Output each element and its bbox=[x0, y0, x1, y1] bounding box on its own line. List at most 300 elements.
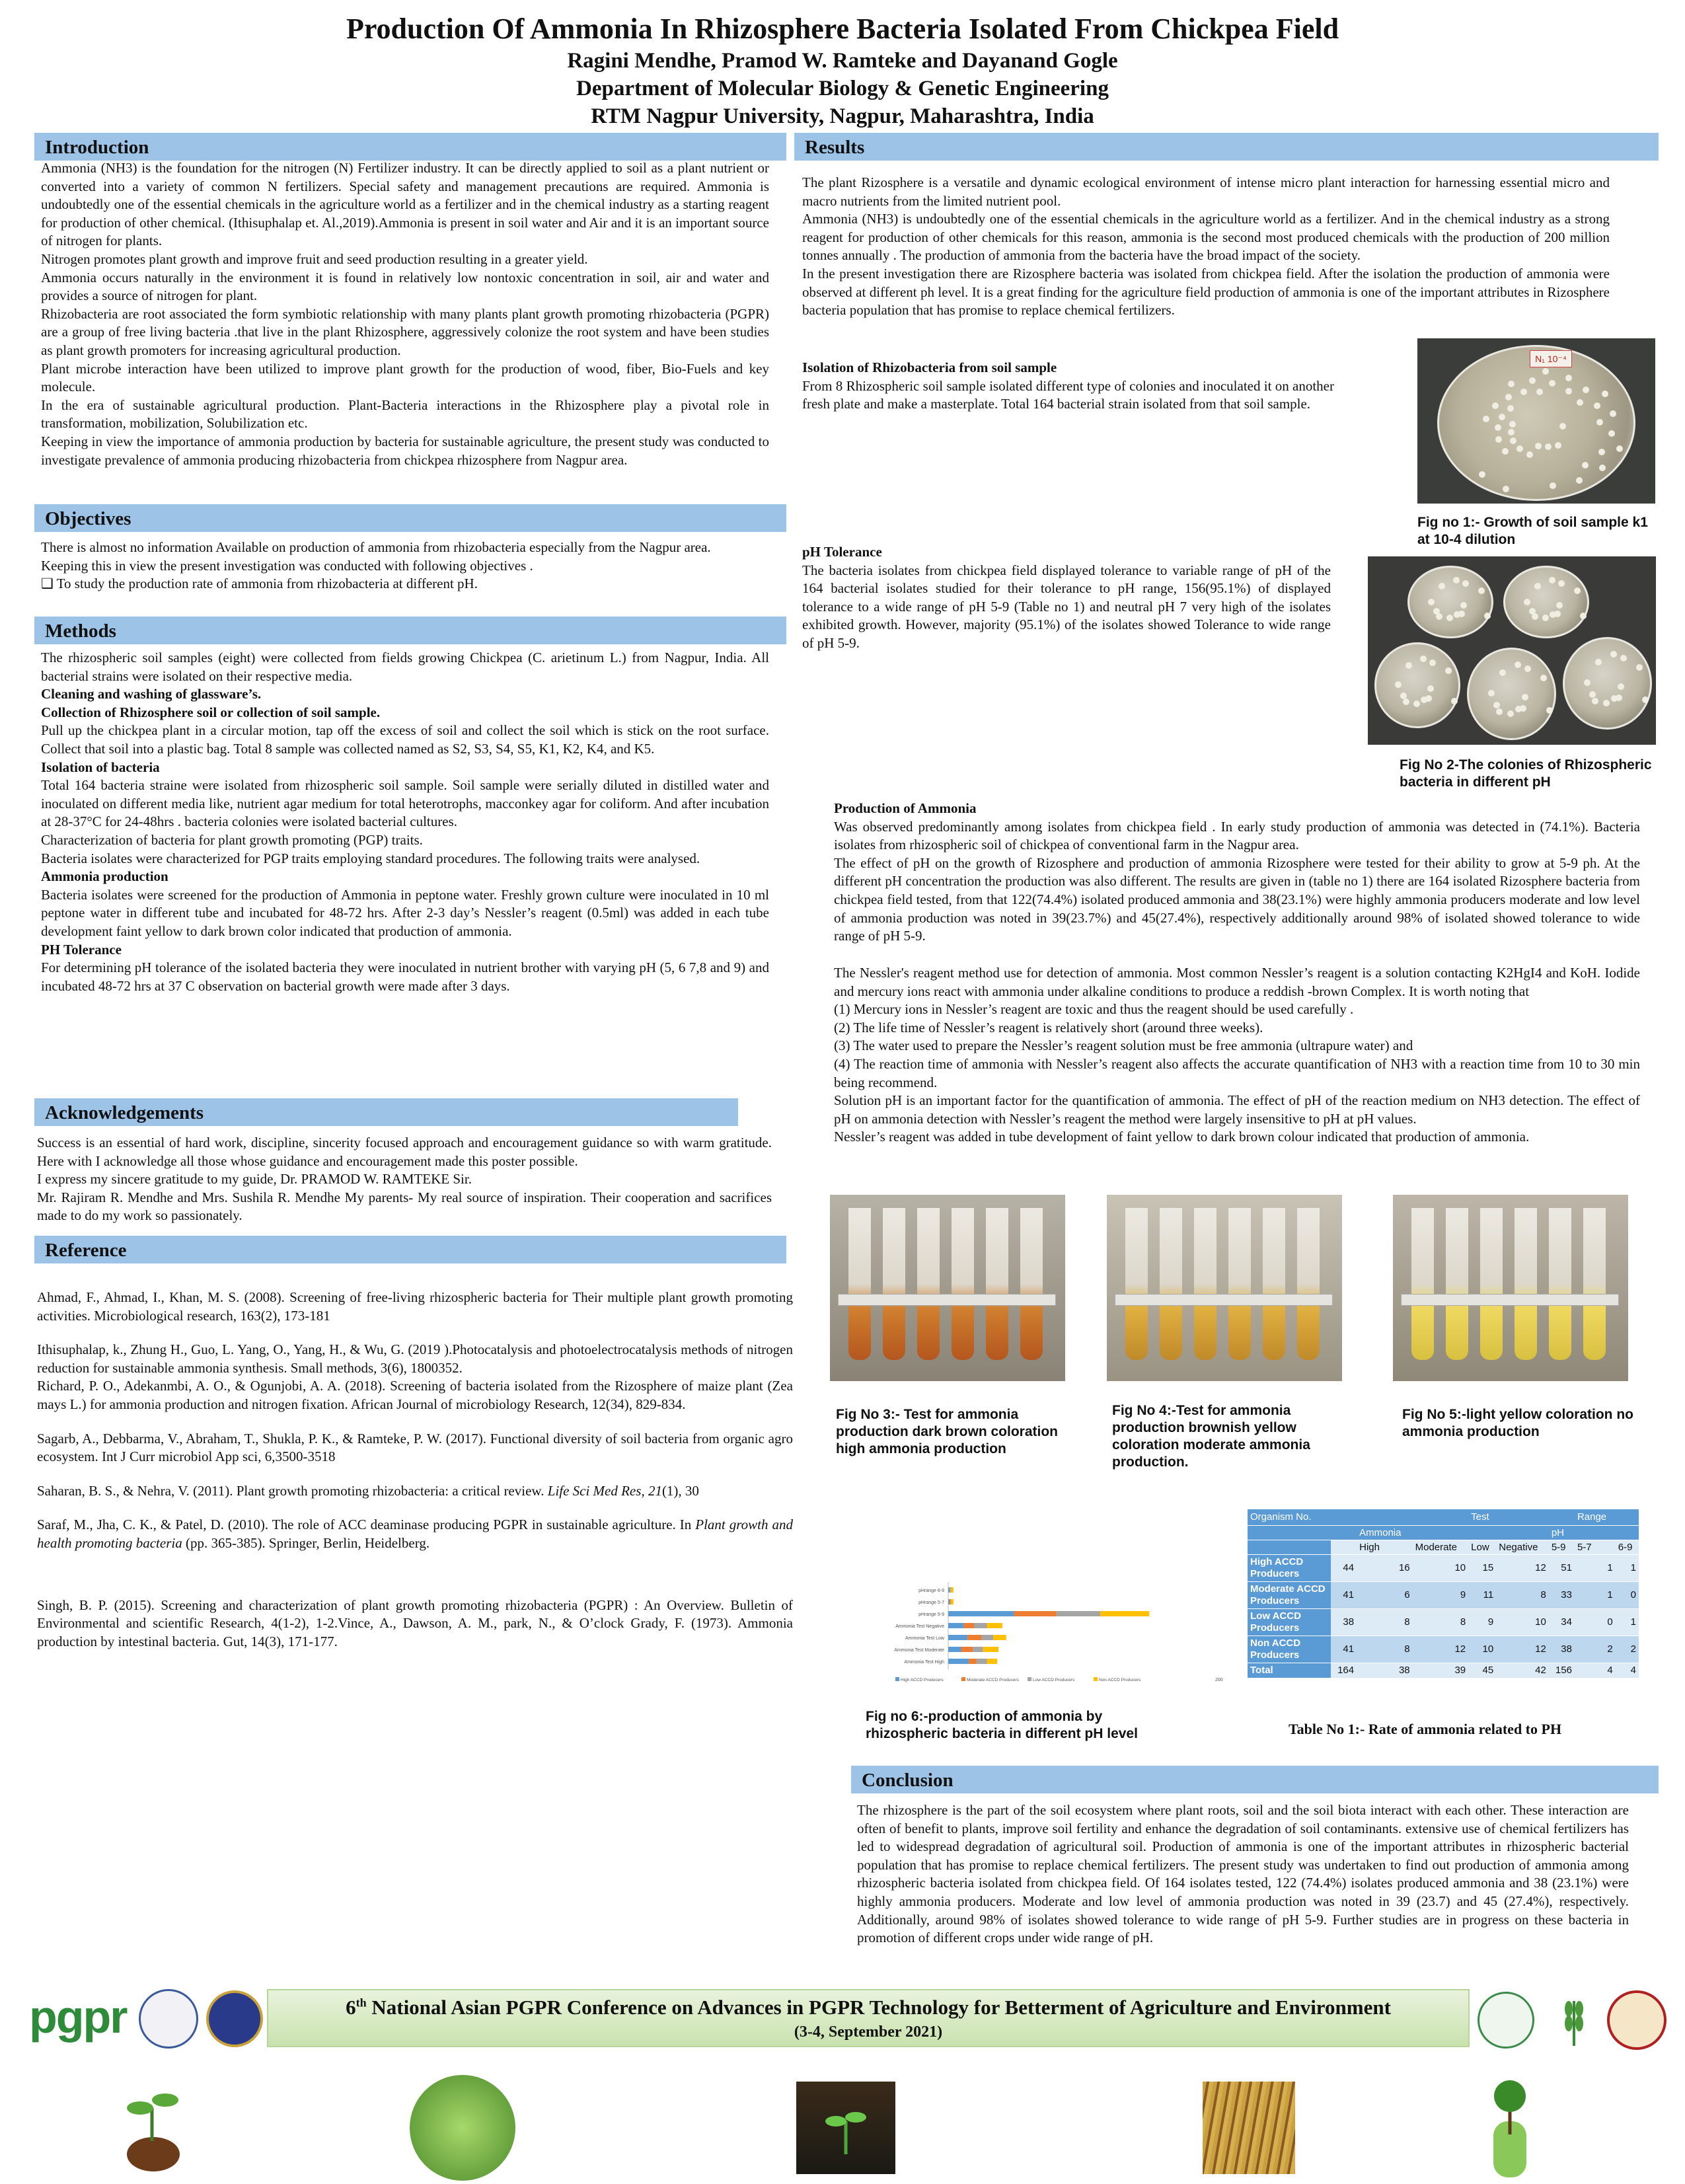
ph-tolerance-text bbox=[802, 543, 1331, 653]
production-paragraph: Was observed predominantly among isolates from chickpea field . In early study production of ammonia was detected in (74.1%). Bacteria isolates from rhizospheric soil of chickpea of conventional farm in the Nagpur area. bbox=[834, 818, 1640, 853]
bacterial-colony bbox=[1421, 697, 1427, 703]
bacterial-colony bbox=[1618, 683, 1624, 690]
table-cell: 8 bbox=[1357, 1636, 1413, 1663]
intro-paragraph: Ammonia occurs naturally in the environment it is found in relatively low nontoxic concentration in soil, air and water and provides a source of nitrogen for plant. bbox=[41, 269, 769, 304]
bacterial-colony bbox=[1610, 651, 1617, 658]
table-cell: 8 bbox=[1357, 1608, 1413, 1636]
tube-rack bbox=[1401, 1294, 1619, 1306]
table-header-cell bbox=[1413, 1509, 1469, 1525]
test-tube bbox=[986, 1208, 1008, 1360]
chart-category-label: pHrange 6-9 bbox=[918, 1589, 944, 1593]
bacterial-colony bbox=[1446, 615, 1453, 621]
methods-paragraph: The rhizospheric soil samples (eight) were collected from fields growing Chickpea (C. arietinum L.) from Nagpur, India. All bacterial strains were isolated on their respective media. bbox=[41, 650, 769, 684]
poster-department: Department of Molecular Biology & Genetic Engineering bbox=[576, 77, 1109, 100]
chart-bar-segment bbox=[982, 1635, 994, 1640]
results-heading: Results bbox=[794, 133, 1659, 161]
bacterial-colony bbox=[1445, 667, 1452, 674]
ref-text: (pp. 365-385). Springer, Berlin, Heidelberg. bbox=[182, 1534, 430, 1551]
table-cell: 4 bbox=[1616, 1663, 1639, 1678]
isolation-paragraph: From 8 Rhizospheric soil sample isolated different type of colonies and inoculated it on another fresh plate and make a masterplate. Total 164 bacterial strain isolated from that soil sample. bbox=[802, 377, 1334, 412]
chart-bar-segment bbox=[993, 1635, 1006, 1640]
bacterial-colony bbox=[1428, 599, 1435, 605]
bacterial-colony bbox=[1580, 613, 1587, 619]
icar-logo-icon bbox=[1548, 1990, 1600, 2051]
chart-legend-swatch bbox=[895, 1677, 899, 1681]
petri-dish bbox=[1407, 566, 1493, 638]
chart-bar-segment bbox=[948, 1659, 969, 1664]
bacterial-colony bbox=[1488, 690, 1495, 697]
chart-bar-segment bbox=[973, 1647, 983, 1652]
fig1-caption: Fig no 1:- Growth of soil sample k1 at 10-4 dilution bbox=[1417, 515, 1648, 547]
bacterial-colony bbox=[1495, 436, 1502, 443]
table-header-cell bbox=[1248, 1525, 1331, 1540]
bacterial-colony bbox=[1524, 599, 1530, 605]
poster-title: Production Of Ammonia In Rhizosphere Bacteria Isolated From Chickpea Field bbox=[346, 13, 1339, 45]
chart-legend-swatch bbox=[961, 1677, 965, 1681]
conclusion-heading: Conclusion bbox=[851, 1766, 1659, 1793]
table-cell: 1 bbox=[1575, 1554, 1616, 1581]
table-header-cell bbox=[1331, 1509, 1357, 1525]
test-tube bbox=[1263, 1208, 1285, 1360]
bacterial-colony bbox=[1603, 700, 1610, 706]
reference-item: Sagarb, A., Debbarma, V., Abraham, T., Shukla, P. K., & Ramteke, P. W. (2017). Functional diversity of soil bacteria from organic agro ecosystem. Int J Curr microbiol App sci, 6,3500-3518 bbox=[37, 1430, 793, 1465]
table-header-cell bbox=[1357, 1509, 1413, 1525]
table-cell: 38 bbox=[1549, 1636, 1575, 1663]
methods-subheading: PH Tolerance bbox=[41, 941, 122, 958]
plate-label: N₁ 10⁻⁴ bbox=[1530, 350, 1572, 367]
results-paragraph: The plant Rizosphere is a versatile and dynamic ecological environment of intense micro plant interaction for harnessing essential micro and macro nutrients from the limited nutrient pool. bbox=[802, 174, 1610, 209]
results-paragraph: Ammonia (NH3) is undoubtedly one of the essential chemicals in the agriculture world as a fertilizer. And in the chemical industry as a strong reagent for production of other chemicals for this reason, ammonia is the second most produced chemicals with the production of 200 million tonnes annually . The production of ammonia from the bacteria have the broad impact of the society. bbox=[802, 211, 1610, 264]
tube-rack-photo-brownish-yellow bbox=[1107, 1195, 1342, 1381]
table-row bbox=[1248, 1636, 1639, 1663]
table-cell: 1 bbox=[1616, 1608, 1639, 1636]
intro-paragraph: Nitrogen promotes plant growth and improve fruit and seed production resulting in a greater yield. bbox=[41, 250, 588, 267]
bacterial-colony bbox=[1559, 423, 1566, 430]
table-subheader: Negative bbox=[1496, 1540, 1549, 1554]
test-tube bbox=[1194, 1208, 1217, 1360]
table-cell: 9 bbox=[1413, 1581, 1469, 1608]
bacterial-colony bbox=[1584, 679, 1591, 686]
chart-bar-segment bbox=[961, 1647, 973, 1652]
table-header-cell bbox=[1616, 1525, 1639, 1540]
chart-bar-segment bbox=[948, 1611, 1014, 1616]
table-header-cell bbox=[1331, 1525, 1357, 1540]
bacterial-colony bbox=[1484, 613, 1491, 619]
test-tube bbox=[1411, 1208, 1434, 1360]
nessler-paragraph: (4) The reaction time of ammonia with Nessler’s reagent also affects the accurate quantification of NH3 with a reaction time from 10 to 30 min being recommend. bbox=[834, 1055, 1640, 1090]
bacterial-colony bbox=[1462, 580, 1469, 587]
chart-bar-segment bbox=[967, 1635, 981, 1640]
petri-dish bbox=[1374, 642, 1460, 728]
bacterial-colony bbox=[1589, 691, 1596, 698]
bacterial-colony bbox=[1522, 694, 1528, 700]
bacterial-colony bbox=[1403, 698, 1409, 705]
bacterial-colony bbox=[1439, 583, 1445, 589]
table-cell: 34 bbox=[1549, 1608, 1575, 1636]
ack-paragraph: Success is an essential of hard work, discipline, sincerity focused approach and encouragement guidance so with warm gratitude. Here with I acknowledge all those whose guidance and encouragement made this poster possible. bbox=[37, 1135, 772, 1169]
introduction-heading: Introduction bbox=[34, 133, 786, 161]
methods-subheading: Cleaning and washing of glassware’s. bbox=[41, 686, 262, 702]
poster-authors: Ragini Mendhe, Pramod W. Ramteke and Dayanand Gogle bbox=[567, 49, 1118, 73]
table-cell: 41 bbox=[1331, 1581, 1357, 1608]
chart-category-label: Ammonia Test Low bbox=[905, 1636, 944, 1641]
chart-bar-segment bbox=[987, 1623, 1002, 1628]
bacterial-colony bbox=[1550, 482, 1556, 489]
bacterial-colony bbox=[1595, 659, 1602, 665]
table-header-ph: pH bbox=[1549, 1525, 1575, 1540]
bacterial-colony bbox=[1616, 445, 1623, 452]
reference-item: Richard, P. O., Adekanmbi, A. O., & Ogunjobi, A. A. (2018). Screening of bacteria isolated from the Rizosphere of maize plant (Zea mays L.) for ammonia production and nitrogen fixation. African Journal of microbiology Research, 12(34), 829-834. bbox=[37, 1378, 793, 1412]
table-header-ammonia: Ammonia bbox=[1357, 1525, 1413, 1540]
fig2-caption: Fig No 2-The colonies of Rhizospheric bacteria in different pH bbox=[1400, 757, 1652, 790]
table-subheader: 6-9 bbox=[1616, 1540, 1639, 1554]
bacterial-colony bbox=[1592, 698, 1598, 704]
methods-paragraph: Characterization of bacteria for plant growth promoting (PGP) traits. bbox=[41, 831, 423, 848]
bacterial-colony bbox=[1515, 661, 1521, 668]
chart-bar-segment bbox=[987, 1659, 998, 1664]
chart-category-label: Ammonia Test Negative bbox=[895, 1624, 944, 1629]
row-label: Non ACCD Producers bbox=[1248, 1636, 1331, 1663]
table-header-cell bbox=[1468, 1525, 1496, 1540]
objective-paragraph: ❑ To study the production rate of ammonia from rhizobacteria at different pH. bbox=[41, 576, 478, 592]
table-cell: 4 bbox=[1575, 1663, 1616, 1678]
tube-rack bbox=[838, 1294, 1056, 1306]
bacterial-colony bbox=[1542, 615, 1549, 621]
chart-legend-label: Moderate ACCD Producers bbox=[967, 1678, 1019, 1682]
bacterial-colony bbox=[1577, 399, 1583, 406]
table-header-cell bbox=[1413, 1525, 1469, 1540]
bacterial-colony bbox=[1576, 477, 1583, 484]
production-paragraph: The effect of pH on the growth of Rizosphere and production of ammonia Rizosphere were tested for their ability to grow at 5-9 ph. At the different pH concentration the production was also different. The results are given in (table no 1) there are 164 isolated Rizosphere bacteria from chickpea field tested, from that 122(74.4%) isolated produced ammonia and 38(23.1%) were highly ammonia producers moderate and low level of ammonia production was noted in 39(23.7%) and 45(27.4%), respectively additionally around 98% of isolated showed tolerance to wide range of pH 5-9. bbox=[834, 854, 1640, 944]
chart-bar-segment bbox=[948, 1635, 967, 1640]
crop-field-image bbox=[1203, 2082, 1295, 2174]
ref-journal: Life Sci Med Res bbox=[547, 1482, 642, 1499]
chart-bar-segment bbox=[950, 1587, 951, 1593]
table-cell: 1 bbox=[1616, 1554, 1639, 1581]
table-header-test: Test bbox=[1468, 1509, 1496, 1525]
methods-paragraph: Bacteria isolates were screened for the production of Ammonia in peptone water. Freshly grown culture were inoculated in 10 ml peptone water in different tube and incubated for 48-72 hrs. After 2-3 day’s Nessler’s reagent (0.5ml) was added in each tube development faint yellow to dark brown color indicated that production of ammonia. bbox=[41, 886, 769, 939]
bacterial-colony bbox=[1610, 410, 1616, 417]
test-tube bbox=[1125, 1208, 1148, 1360]
objectives-text bbox=[41, 539, 769, 593]
nessler-text bbox=[834, 964, 1640, 1147]
chart-legend-label: Low ACCD Producers bbox=[1033, 1678, 1075, 1682]
table-cell: 10 bbox=[1413, 1554, 1469, 1581]
test-tube bbox=[883, 1208, 905, 1360]
bacterial-colony bbox=[1508, 429, 1515, 435]
test-tube bbox=[1515, 1208, 1537, 1360]
row-label: High ACCD Producers bbox=[1248, 1554, 1331, 1581]
bacterial-colony bbox=[1565, 375, 1572, 381]
ack-paragraph: I express my sincere gratitude to my guide, Dr. PRAMOD W. RAMTEKE Sir. bbox=[37, 1171, 472, 1187]
institute-seal-icon bbox=[206, 1990, 263, 2047]
table-subheader: High bbox=[1357, 1540, 1413, 1554]
ref-text: Saharan, B. S., & Nehra, V. (2011). Plant growth promoting rhizobacteria: a critical review. bbox=[37, 1482, 548, 1499]
bacterial-colony bbox=[1478, 587, 1485, 594]
hands-plant-image bbox=[796, 2082, 895, 2174]
bacterial-colony bbox=[1598, 449, 1605, 455]
chart-bar-segment bbox=[950, 1599, 951, 1604]
table-cell: 164 bbox=[1331, 1663, 1357, 1678]
test-tube bbox=[1297, 1208, 1320, 1360]
table-cell: 15 bbox=[1468, 1554, 1496, 1581]
chart-bar-segment bbox=[969, 1659, 977, 1664]
table-cell: 9 bbox=[1468, 1608, 1496, 1636]
bacterial-colony bbox=[1505, 394, 1512, 400]
bacterial-colony bbox=[1493, 702, 1500, 708]
table-subheader: Low bbox=[1468, 1540, 1496, 1554]
ref-volume: 21 bbox=[648, 1482, 662, 1499]
chart-bar-segment bbox=[948, 1623, 963, 1628]
table-cell: 10 bbox=[1468, 1636, 1496, 1663]
chart-bar-segment bbox=[1014, 1611, 1056, 1616]
bacterial-colony bbox=[1546, 707, 1553, 714]
isolation-heading: Isolation of Rhizobacteria from soil sample bbox=[802, 359, 1057, 375]
bacterial-colony bbox=[1520, 389, 1527, 395]
bacterial-colony bbox=[1395, 681, 1402, 688]
table-row bbox=[1248, 1581, 1639, 1608]
petri-dish bbox=[1467, 648, 1556, 740]
bacterial-colony bbox=[1536, 389, 1543, 395]
chart-category-label: pHrange 5-7 bbox=[918, 1600, 944, 1605]
bacterial-colony bbox=[1483, 416, 1489, 422]
ref-text: (1), 30 bbox=[661, 1482, 699, 1499]
bacterial-colony bbox=[1556, 602, 1563, 609]
acknowledgements-text bbox=[37, 1134, 772, 1225]
table-row bbox=[1248, 1554, 1639, 1581]
bacterial-colony bbox=[1499, 669, 1506, 676]
bacterial-colony bbox=[1429, 659, 1436, 666]
methods-subheading: Collection of Rhizosphere soil or collection of soil sample. bbox=[41, 704, 381, 720]
methods-text bbox=[41, 649, 769, 995]
tree-icon bbox=[1480, 2075, 1540, 2181]
fig6-caption: Fig no 6:-production of ammonia by rhizospheric bacteria in different pH level bbox=[866, 1709, 1138, 1741]
chart-legend-label: Non ACCD Producers bbox=[1099, 1678, 1141, 1682]
intro-paragraph: Rhizobacteria are root associated the form symbiotic relationship with many plants plant growth promoting rhizobacteria (PGPR) are a group of free living bacteria .that live in the plant Rhizosphere, aggressively colonize the root system and have been studies as plant growth promoters for increasing agricultural production. bbox=[41, 305, 769, 358]
bacterial-colony bbox=[1555, 442, 1561, 449]
conference-title bbox=[267, 1996, 1470, 2019]
fig4-caption: Fig No 4:-Test for ammonia production brownish yellow coloration moderate ammonia production. bbox=[1112, 1403, 1310, 1470]
chart-legend-swatch bbox=[1028, 1677, 1031, 1681]
methods-paragraph: Pull up the chickpea plant in a circular motion, tap off the excess of soil and collect the soil which is stick on the root surface. Collect that soil into a plastic bag. Total 8 sample was collected named as S2, S3, S4, S5, K1, K2, K4, and K5. bbox=[41, 722, 769, 757]
tree-capsule-image bbox=[1480, 2075, 1540, 2181]
table-cell: 2 bbox=[1575, 1636, 1616, 1663]
table-cell: 8 bbox=[1413, 1608, 1469, 1636]
objective-paragraph: Keeping this in view the present investigation was conducted with following objectives . bbox=[41, 557, 533, 574]
table-cell: 11 bbox=[1468, 1581, 1496, 1608]
bacterial-colony bbox=[1433, 608, 1440, 615]
society-seal-icon bbox=[1607, 1990, 1666, 2050]
bacterial-colony bbox=[1574, 587, 1581, 594]
test-tube bbox=[848, 1208, 871, 1360]
table-header-cell bbox=[1616, 1509, 1639, 1525]
table-cell: 12 bbox=[1496, 1554, 1549, 1581]
test-tube bbox=[917, 1208, 940, 1360]
bacterial-colony bbox=[1529, 377, 1536, 384]
objective-paragraph: There is almost no information Available on production of ammonia from rhizobacteria especially from the Nagpur area. bbox=[41, 539, 711, 555]
conf-suffix: th bbox=[356, 1996, 367, 2010]
test-tube bbox=[1583, 1208, 1606, 1360]
bacterial-colony bbox=[1479, 471, 1485, 478]
table-cell: 0 bbox=[1575, 1608, 1616, 1636]
chart-bar-segment bbox=[983, 1647, 998, 1652]
table-cell: 41 bbox=[1331, 1636, 1357, 1663]
test-tube bbox=[1446, 1208, 1468, 1360]
reference-item: Ithisuphalap, k., Zhung H., Guo, L. Yang, O., Yang, H., & Wu, G. (2019 ).Photocatalysis and photoelectrocatalysis methods of nitrogen reduction for sustainable ammonia synthesis. Small methods, 3(6), 1800352. bbox=[37, 1341, 793, 1376]
bacterial-colony bbox=[1515, 706, 1522, 712]
chart-bar-segment bbox=[977, 1659, 987, 1664]
tube-rack-photo-light-yellow bbox=[1393, 1195, 1628, 1381]
bacterial-colony bbox=[1454, 611, 1460, 618]
results-text bbox=[802, 174, 1610, 320]
table-header-cell bbox=[1575, 1525, 1616, 1540]
petri-dish bbox=[1503, 566, 1589, 638]
reference-item: Ahmad, F., Ahmad, I., Khan, M. S. (2008). Screening of free-living rhizospheric bacteria for Their multiple plant growth promoting activities. Microbiological research, 163(2), 173-181 bbox=[37, 1289, 793, 1324]
bacterial-colony bbox=[1526, 451, 1533, 458]
bacterial-colony bbox=[1583, 387, 1589, 393]
reference-item bbox=[37, 1482, 793, 1501]
bacterial-colony bbox=[1542, 368, 1549, 375]
chart-category-label: pHrange 5-9 bbox=[918, 1612, 944, 1617]
table-cell: 45 bbox=[1468, 1663, 1496, 1678]
methods-heading: Methods bbox=[34, 617, 786, 644]
intro-paragraph: Ammonia (NH3) is the foundation for the nitrogen (N) Fertilizer industry. It can be directly applied to soil as a plant nutrient or converted into a variety of common N fertilizers. Special safety and management precautions are required. Ammonia is undoubtedly one of the essential chemicals in the agriculture world as a fertilizer and in the chemical industry as a starting reagent for production of other chemical. (Ithisuphalap et. Al.,2019).Ammonia is present in soil water and Air and it is an important source of nitrogen for plants. bbox=[41, 160, 769, 249]
bacterial-colony bbox=[1503, 486, 1509, 492]
row-label: Moderate ACCD Producers bbox=[1248, 1581, 1331, 1608]
bacterial-colony bbox=[1602, 391, 1608, 397]
conf-number: 6 bbox=[346, 1996, 356, 2019]
reference-item: Singh, B. P. (2015). Screening and characterization of plant growth promoting rhizobacteria (PGPR) : An Overview. Bulletin of Environmental and scientific Research, 4(1-2), 1-2.Vince, A., Dawson, A. M., park, N., & O’clock Grady, F. (1973). Ammonia production by intestinal bacteria. Gut, 14(3), 171-177. bbox=[37, 1597, 793, 1649]
chart-bar-segment bbox=[1057, 1611, 1100, 1616]
bacterial-colony bbox=[1509, 421, 1516, 428]
nessler-paragraph: (2) The life time of Nessler’s reagent is relatively short (around three weeks). bbox=[834, 1019, 1263, 1036]
nessler-paragraph: (1) Mercury ions in Nessler’s reagent are toxic and thus the reagent should be used carefully . bbox=[834, 1001, 1354, 1018]
bacterial-colony bbox=[1510, 437, 1516, 444]
bacterial-colony bbox=[1451, 698, 1458, 704]
table-cell: 42 bbox=[1496, 1663, 1549, 1678]
bacterial-colony bbox=[1608, 430, 1615, 437]
seedling-icon bbox=[796, 2082, 895, 2174]
isolation-text bbox=[802, 359, 1334, 414]
table-cell: 10 bbox=[1496, 1608, 1549, 1636]
chart-bar-segment bbox=[948, 1599, 950, 1604]
ref-book: Plant growth and health promoting bacteria bbox=[37, 1517, 794, 1551]
ammonia-ph-table bbox=[1248, 1509, 1639, 1678]
table-cell: 12 bbox=[1413, 1636, 1469, 1663]
tube-rack bbox=[1115, 1294, 1333, 1306]
ph-plates-photo bbox=[1368, 556, 1656, 745]
bacterial-colony bbox=[1492, 402, 1499, 409]
poster-university: RTM Nagpur University, Nagpur, Maharashtra, India bbox=[591, 104, 1094, 128]
university-seal-icon bbox=[139, 1989, 198, 2049]
bacterial-colony bbox=[1549, 577, 1555, 584]
sprout-icon bbox=[106, 2082, 198, 2174]
bacterial-colony bbox=[1507, 710, 1514, 717]
bacterial-colony bbox=[1413, 700, 1420, 707]
table-header-cell bbox=[1248, 1540, 1331, 1554]
chart-category-label: Ammonia Test Moderate bbox=[894, 1648, 944, 1653]
reference-item bbox=[37, 1516, 793, 1552]
fig3-caption: Fig No 3:- Test for ammonia production dark brown coloration high ammonia production bbox=[836, 1407, 1058, 1456]
intro-paragraph: Keeping in view the importance of ammonia production by bacteria for sustainable agriculture, the present study was conducted to investigate prevalence of ammonia producing rhizobacteria from chickpea rhizosphere from Nagpur area. bbox=[41, 433, 769, 468]
bacteria-image bbox=[410, 2075, 515, 2181]
table-cell: 12 bbox=[1496, 1636, 1549, 1663]
production-heading: Production of Ammonia bbox=[834, 800, 977, 816]
acknowledgements-heading: Acknowledgements bbox=[34, 1098, 738, 1126]
bacterial-colony bbox=[1550, 611, 1556, 618]
row-label: Low ACCD Producers bbox=[1248, 1608, 1331, 1636]
petri-dish bbox=[1437, 345, 1635, 501]
table1-caption: Table No 1:- Rate of ammonia related to PH bbox=[1289, 1721, 1562, 1737]
bacterial-colony bbox=[1453, 577, 1460, 584]
nessler-paragraph: (3) The water used to prepare the Nessler’s reagent solution must be free ammonia (ultrapure water) and bbox=[834, 1037, 1413, 1054]
nessler-paragraph: The Nessler's reagent method use for detection of ammonia. Most common Nessler’s reagent is a solution contacting K2HgI4 and KoH. Iodide and mercury ions react with ammonia under alkaline conditions to produce a reddish -brown Complex. It is worth noting that bbox=[834, 965, 1640, 999]
table-cell: 33 bbox=[1549, 1581, 1575, 1608]
chart-bar-segment bbox=[951, 1599, 954, 1604]
table-header-cell bbox=[1496, 1525, 1549, 1540]
table-row bbox=[1248, 1608, 1639, 1636]
chart-legend-swatch bbox=[1094, 1677, 1098, 1681]
petri-dish bbox=[1563, 637, 1652, 730]
methods-paragraph: For determining pH tolerance of the isolated bacteria they were inoculated in nutrient brother with varying pH (5, 6 7,8 and 9) and incubated 48-72 hrs at 37 C observation on bacterial growth were made after 3 days. bbox=[41, 960, 769, 994]
bacterial-colony bbox=[1534, 583, 1541, 589]
objectives-heading: Objectives bbox=[34, 504, 786, 532]
ph-tolerance-paragraph: The bacteria isolates from chickpea field displayed tolerance to variable range of pH of the 164 bacterial isolates studied for their tolerance to pH range, 156(95.1%) of displayed tolerance to a wide range of pH 5-9 (Table no 1) and neutral pH 7 very high of the isolates exhibited growth. However, majority (95.1%) of the isolates showed Tolerance to wide range of pH 5-9. bbox=[802, 562, 1331, 651]
introduction-text bbox=[41, 159, 769, 469]
nessler-paragraph: Solution pH is an important factor for the quantification of ammonia. The effect of pH of the reaction medium on NH3 detection. The effect of pH on ammonia detection with Nessler’s reagent the method were largely insensitive to pH at pH values. bbox=[834, 1092, 1640, 1127]
wheat-icon bbox=[1554, 1994, 1594, 2047]
ack-paragraph: Mr. Rajiram R. Mendhe and Mrs. Sushila R. Mendhe My parents- My real source of inspiration. Their cooperation and sacrifices made to do my work so passionately. bbox=[37, 1189, 772, 1224]
conference-date: (3-4, September 2021) bbox=[794, 2023, 943, 2041]
bacterial-colony bbox=[1405, 662, 1412, 669]
chart-bar-segment bbox=[963, 1623, 974, 1628]
reference-heading: Reference bbox=[34, 1236, 786, 1263]
table-header-cell bbox=[1331, 1540, 1357, 1554]
bacterial-colony bbox=[1558, 580, 1565, 587]
table-header-organism: Organism No. bbox=[1248, 1509, 1331, 1525]
bacterial-colony bbox=[1620, 655, 1627, 661]
nessler-paragraph: Nessler’s reagent was added in tube development of faint yellow to dark brown colour indicated that production of ammonia. bbox=[834, 1129, 1530, 1145]
table-cell: 6 bbox=[1357, 1581, 1413, 1608]
plant-sprout-image bbox=[106, 2082, 198, 2174]
methods-paragraph: Bacteria isolates were characterized for PGP traits employing standard procedures. The following traits were analysed. bbox=[41, 850, 700, 866]
bacterial-colony bbox=[1535, 443, 1542, 449]
petri-dish-photo-k1 bbox=[1417, 338, 1655, 504]
table-cell: 38 bbox=[1331, 1608, 1357, 1636]
bacterial-colony bbox=[1420, 656, 1427, 662]
test-tube bbox=[1020, 1208, 1043, 1360]
bacterial-colony bbox=[1524, 665, 1531, 672]
test-tube bbox=[952, 1208, 974, 1360]
bacterial-colony bbox=[1596, 419, 1603, 426]
table-cell: 8 bbox=[1496, 1581, 1549, 1608]
ref-text: Saraf, M., Jha, C. K., & Patel, D. (2010). The role of ACC deaminase producing PGPR in sustainable agriculture. In bbox=[37, 1517, 696, 1533]
bacterial-colony bbox=[1529, 608, 1536, 615]
reference-list bbox=[37, 1289, 793, 1667]
bacterial-colony bbox=[1594, 402, 1600, 409]
bacterial-colony bbox=[1496, 708, 1503, 715]
conclusion-text: The rhizosphere is the part of the soil ecosystem where plant roots, soil and the soil biota interact with each other. These interaction are often of benefit to plants, improve soil fertility and enhance the degradation of soil contaminants. extensive use of chemical fertilizers has led to widespread degradation of agricultural soil. Production of ammonia is one of the important attributes in rhizospheric bacterial population that has promise to replace chemical fertilizers. The present study was undertaken to find out production of ammonia among rhizospheric bacteria isolated from chickpea field. Of 164 isolates tested, 122 (74.4%) isolates produced ammonia and 38 (23.1%) were highly ammonia producers. Moderate and low level of ammonia production was noted in 39 (23.7) and 45 (27.4%), respectively. Additionally, around 98% of isolates showed tolerance to wide range of pH 5-9. Further studies are in progress on these bacteria in promotion of different crops under wide range of pH. bbox=[857, 1802, 1629, 1946]
ph-tolerance-heading: pH Tolerance bbox=[802, 544, 882, 560]
bacterial-colony bbox=[1636, 664, 1643, 671]
intro-paragraph: Plant microbe interaction have been utilized to improve plant growth for the production of wood, fiber, Bio-Fuels and key molecule. bbox=[41, 360, 769, 395]
green-seal-icon bbox=[1478, 1992, 1534, 2049]
bacterial-colony bbox=[1400, 693, 1407, 699]
bacterial-colony bbox=[1502, 448, 1509, 455]
table-subheader: 5-7 bbox=[1575, 1540, 1616, 1554]
bacterial-colony bbox=[1565, 388, 1572, 395]
table-cell: 51 bbox=[1549, 1554, 1575, 1581]
